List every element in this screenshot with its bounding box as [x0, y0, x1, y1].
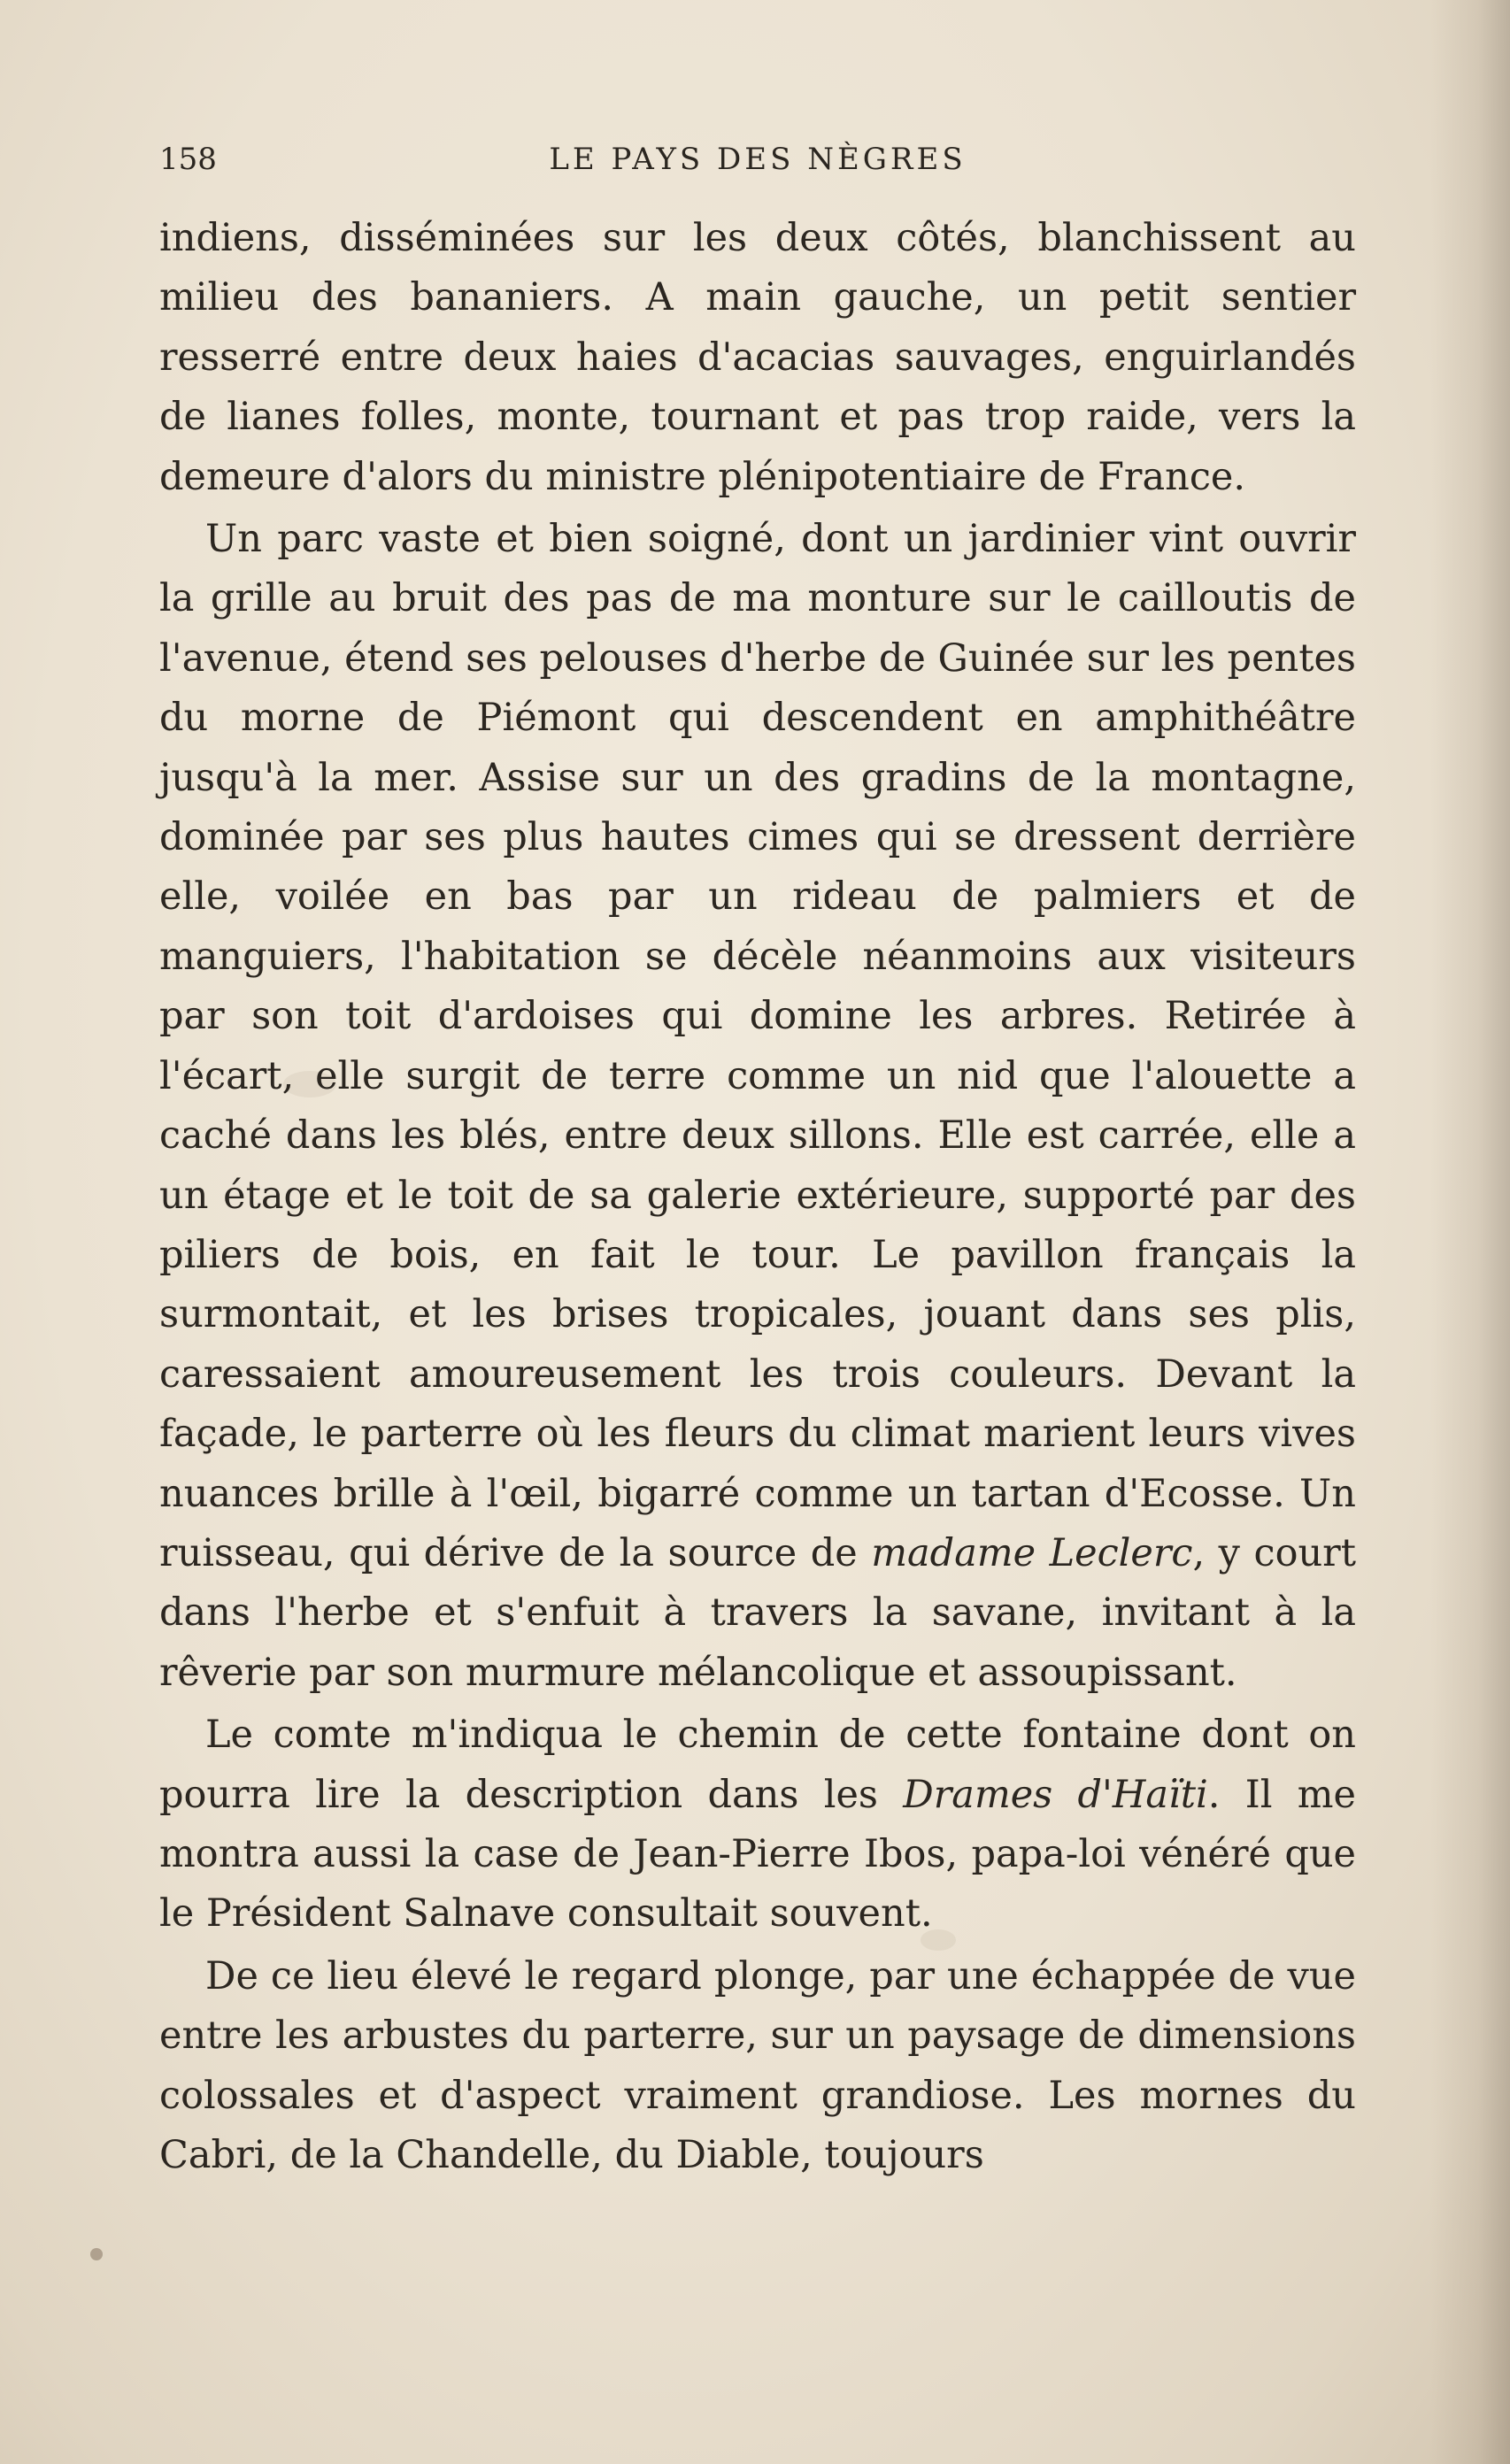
- paragraph-text: Un parc vaste et bien soigné, dont un jardinier vint ouvrir la grille au bruit des pas de ma monture sur le cailloutis de l'avenue, étend ses pelouses d'herbe de Guinée sur les pentes du morne de Piémont qui descendent en amphithéâtre jusqu'à la mer. Assise sur un des gradins de la montagne, dominée par ses plus hautes cimes qui se dressent derrière elle, voilée en bas par un rideau de palmiers et de manguiers, l'habitation se décèle néanmoins aux visiteurs par son toit d'ardoises qui domine les arbres. Retirée à l'écart, elle surgit de terre comme un nid que l'alouette a caché dans les blés, entre deux sillons. Elle est carrée, elle a un étage et le toit de sa galerie extérieure, supporté par des piliers de bois, en fait le tour. Le pavillon français la surmontait, et les brises tropicales, jouant dans ses plis, caressaient amoureusement les trois couleurs. Devant la façade, le parterre où les fleurs du climat marient leurs vives nuances brille à l'œil, bigarré comme un tartan d'Ecosse. Un ruisseau, qui dérive de la source de: [159, 517, 1356, 1575]
- italic-book-title: Drames d'Haïti: [903, 1772, 1208, 1817]
- page-edge-shadow: [1430, 0, 1510, 2464]
- paragraph-1: [159, 209, 1356, 507]
- paragraph-text: De ce lieu élevé le regard plonge, par une échappée de vue entre les arbustes du parterre, sur un paysage de dimensions colossales et d'aspect vraiment grandiose. Les mornes du Cabri, de la Chandelle, du Diable, toujours: [159, 1953, 1356, 2177]
- page-header: [159, 142, 1356, 177]
- paragraph-text: Le comte m'indiqua le chemin de cette fontaine dont on pourra lire la description dans les: [159, 1713, 1356, 1817]
- italic-name-madame-leclerc: madame Leclerc: [871, 1530, 1193, 1575]
- paragraph-4: [159, 1947, 1356, 2186]
- paragraph-text-after: , y court dans l'herbe et s'enfuit à travers la savane, invitant à la rêverie par son murmure mélancolique et assoupissant.: [159, 1530, 1356, 1695]
- paragraph-text: indiens, disséminées sur les deux côtés, blanchissent au milieu des bananiers. A main gauche, un petit sentier resserré entre deux haies d'acacias sauvages, enguirlandés de lianes folles, monte, tournant et pas trop raide, vers la demeure d'alors du ministre plénipotentiaire de France.: [159, 216, 1356, 499]
- paragraph-2: [159, 510, 1356, 1703]
- body-text: [159, 209, 1356, 2185]
- running-title: LE PAYS DES NÈGRES: [549, 142, 967, 177]
- paper-stain: [90, 2248, 103, 2260]
- paragraph-text-after: . Il me montra aussi la case de Jean-Pierre Ibos, papa-loi vénéré que le Président Salnave consultait souvent.: [159, 1772, 1357, 1937]
- paragraph-3: [159, 1706, 1356, 1944]
- page-number: 158: [159, 142, 217, 177]
